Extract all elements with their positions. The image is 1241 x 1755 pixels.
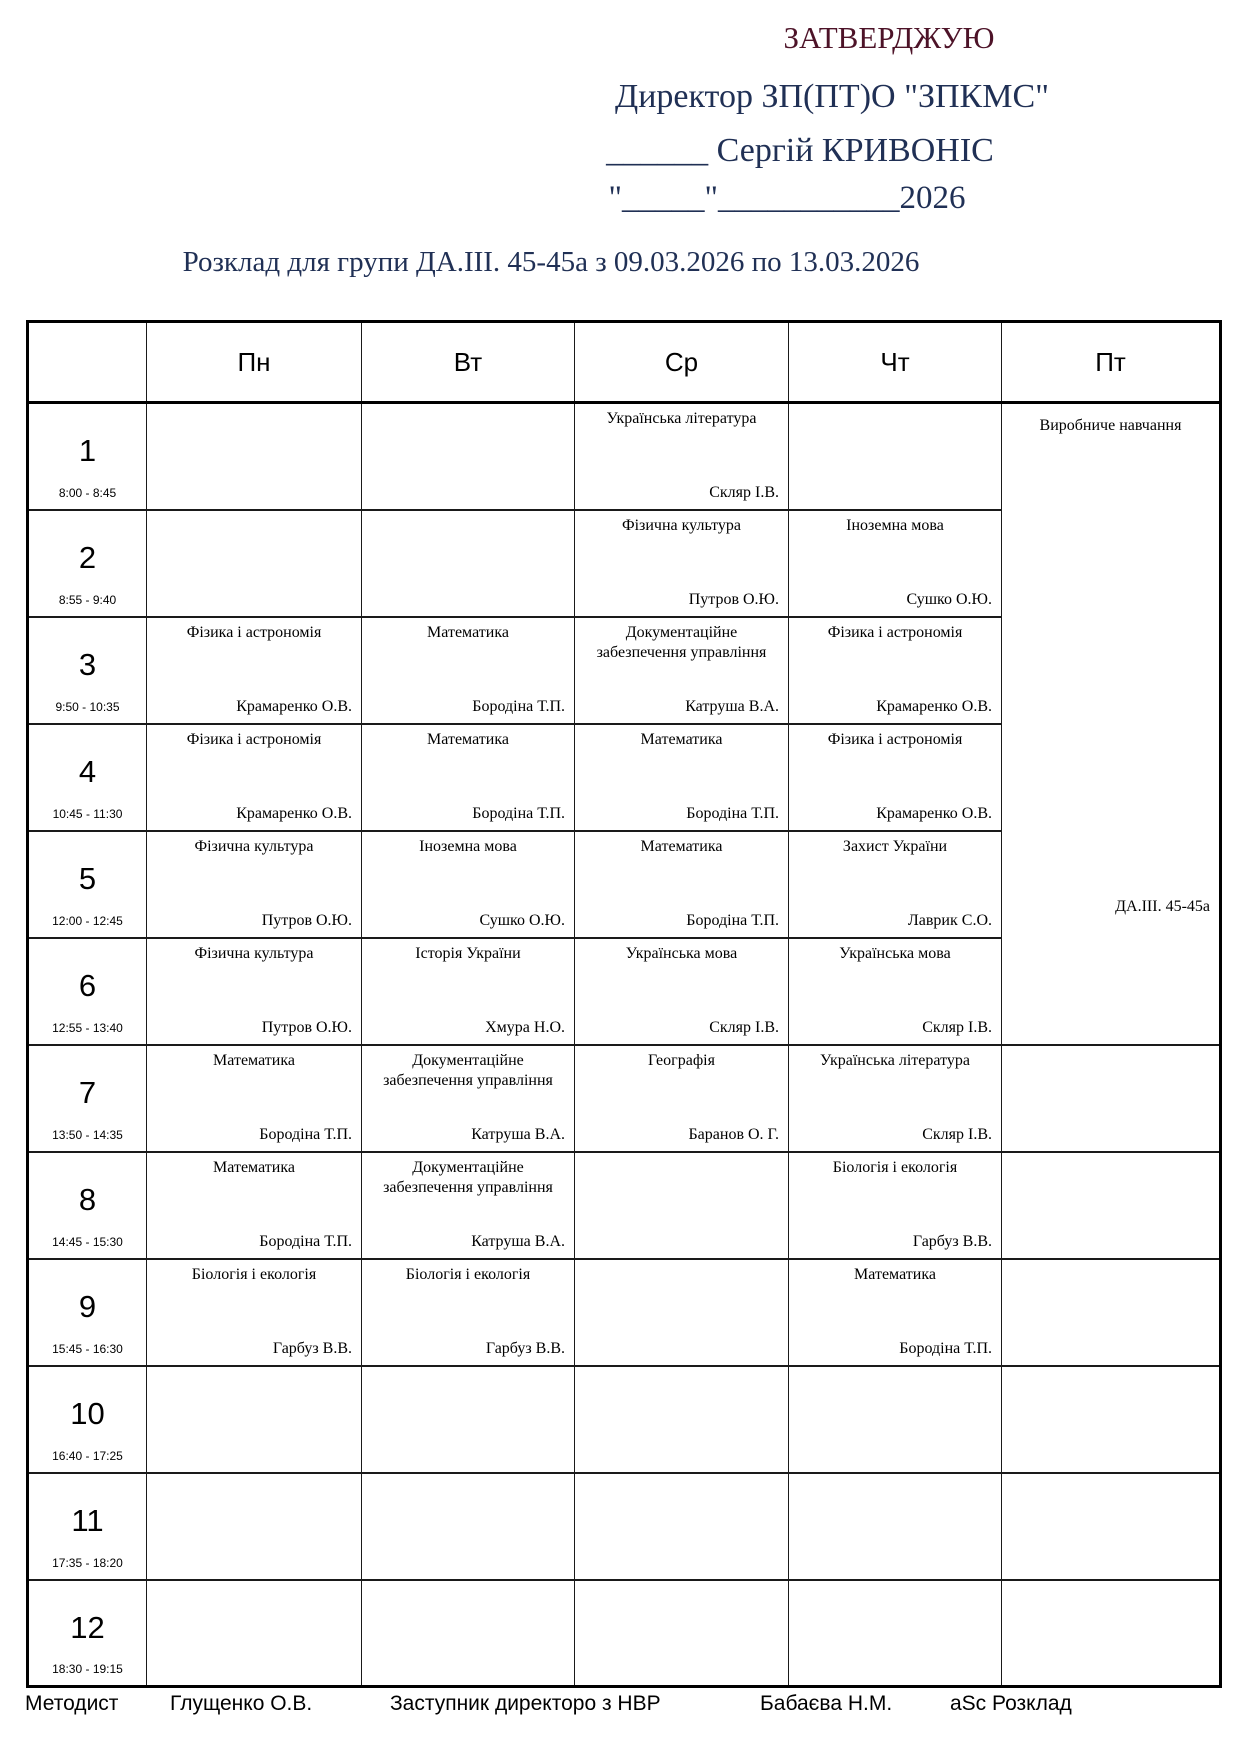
schedule-cell <box>789 1473 1002 1580</box>
subject-label: Фізична культура <box>194 944 314 962</box>
schedule-cell <box>575 1152 789 1259</box>
schedule-table <box>26 320 1222 1688</box>
schedule-cell <box>789 1152 1002 1259</box>
subject-label: Фізика і астрономія <box>186 730 322 748</box>
schedule-row <box>28 1366 1221 1473</box>
schedule-cell <box>147 724 362 831</box>
teacher-label: Скляр І.В. <box>922 1125 992 1143</box>
subject-label: Українська література <box>820 1051 970 1069</box>
schedule-cell <box>362 1045 575 1152</box>
schedule-cell <box>147 1473 362 1580</box>
schedule-cell <box>147 1366 362 1473</box>
teacher-label: Путров О.Ю. <box>261 1018 352 1036</box>
footer-role-methodist: Методист <box>25 1692 119 1715</box>
schedule-cell <box>147 1045 362 1152</box>
schedule-cell <box>575 403 789 510</box>
subject-label: Іноземна мова <box>419 837 517 855</box>
schedule-cell <box>789 1580 1002 1687</box>
schedule-cell <box>147 938 362 1045</box>
lesson-time-cell <box>28 1473 147 1580</box>
lesson-time: 18:30 - 19:15 <box>52 1662 123 1676</box>
director-line: Директор ЗП(ПТ)О "ЗПКМС" <box>615 78 1049 115</box>
lesson-number: 4 <box>78 754 97 789</box>
subject-label: Математика <box>213 1158 295 1176</box>
schedule-cell <box>147 510 362 617</box>
schedule-cell <box>575 1366 789 1473</box>
subject-label: Біологія і екологія <box>405 1265 531 1283</box>
friday-group-label: ДА.ІІІ. 45-45а <box>1115 897 1210 915</box>
lesson-time: 15:45 - 16:30 <box>52 1341 123 1356</box>
schedule-cell <box>1002 1473 1221 1580</box>
lesson-time: 8:55 - 9:40 <box>58 592 117 607</box>
teacher-label: Гарбуз В.В. <box>912 1232 992 1250</box>
subject-label: Математика <box>640 730 723 748</box>
subject-label: Фізика і астрономія <box>186 623 322 641</box>
schedule-cell <box>789 724 1002 831</box>
lesson-time-cell <box>28 1259 147 1366</box>
day-header-row <box>28 322 1221 403</box>
schedule-cell <box>1002 1045 1221 1152</box>
subject-label: Біологія і екологія <box>832 1158 958 1176</box>
lesson-time: 12:55 - 13:40 <box>52 1020 123 1035</box>
subject-label: Історія України <box>415 944 521 962</box>
schedule-cell <box>362 617 575 724</box>
subject-label: Документаційне забезпечення управління <box>383 1051 553 1089</box>
lesson-time: 9:50 - 10:35 <box>55 699 120 714</box>
subject-label: Документаційне забезпечення управління <box>596 623 767 661</box>
lesson-number: 9 <box>78 1289 97 1324</box>
footer-asc-brand: aSc Розклад <box>950 1692 1072 1715</box>
schedule-cell <box>147 1259 362 1366</box>
subject-label: Українська мова <box>839 944 951 962</box>
schedule-cell <box>789 617 1002 724</box>
schedule-cell <box>789 403 1002 510</box>
footer-role-deputy: Заступник директоро з НВР <box>390 1692 661 1715</box>
lesson-number: 11 <box>71 1503 104 1538</box>
teacher-label: Скляр І.В. <box>922 1018 992 1036</box>
schedule-cell <box>362 938 575 1045</box>
teacher-label: Бородіна Т.П. <box>899 1339 992 1357</box>
lesson-time-cell <box>28 1045 147 1152</box>
teacher-label: Путров О.Ю. <box>261 911 352 929</box>
lesson-time-cell <box>28 1580 147 1687</box>
schedule-cell <box>362 831 575 938</box>
teacher-label: Скляр І.В. <box>709 483 779 501</box>
schedule-cell <box>575 1045 789 1152</box>
footer-name-methodist: Глущенко О.В. <box>170 1692 313 1715</box>
lesson-number: 1 <box>78 433 97 469</box>
lesson-time: 14:45 - 15:30 <box>52 1234 123 1249</box>
schedule-cell <box>575 617 789 724</box>
teacher-label: Бородіна Т.П. <box>472 804 565 822</box>
schedule-cell <box>362 1152 575 1259</box>
schedule-row <box>28 1259 1221 1366</box>
teacher-label: Бородіна Т.П. <box>259 1232 352 1250</box>
schedule-cell <box>362 724 575 831</box>
teacher-label: Лаврик С.О. <box>907 911 992 929</box>
lesson-number: 7 <box>78 1075 97 1110</box>
schedule-cell <box>362 1366 575 1473</box>
schedule-cell <box>575 831 789 938</box>
lesson-time-cell <box>28 1366 147 1473</box>
lesson-time: 12:00 - 12:45 <box>52 913 123 928</box>
lesson-number: 5 <box>78 861 97 896</box>
teacher-label: Бородіна Т.П. <box>686 911 779 929</box>
subject-label: Математика <box>854 1265 936 1283</box>
lesson-number: 10 <box>70 1396 105 1431</box>
subject-label: Фізична культура <box>621 516 742 534</box>
teacher-label: Хмура Н.О. <box>485 1018 565 1036</box>
subject-label: Біологія і екологія <box>191 1265 317 1283</box>
subject-label: Математика <box>427 623 509 641</box>
lesson-time: 13:50 - 14:35 <box>52 1127 123 1142</box>
teacher-label: Бородіна Т.П. <box>259 1125 352 1143</box>
schedule-cell <box>1002 1152 1221 1259</box>
lesson-time: 8:00 - 8:45 <box>58 485 117 500</box>
lesson-time-cell <box>28 1152 147 1259</box>
lesson-time-cell <box>28 510 147 617</box>
lesson-number: 2 <box>78 540 97 575</box>
schedule-cell <box>789 1045 1002 1152</box>
schedule-cell <box>789 510 1002 617</box>
schedule-cell <box>789 831 1002 938</box>
teacher-label: Крамаренко О.В. <box>236 804 352 822</box>
subject-label: Географія <box>648 1051 715 1069</box>
teacher-label: Сушко О.Ю. <box>906 590 992 608</box>
subject-label: Документаційне забезпечення управління <box>383 1158 553 1196</box>
schedule-cell <box>789 1259 1002 1366</box>
subject-label: Іноземна мова <box>846 516 944 534</box>
signature-line: ______ Сергій КРИВОНІС <box>606 132 994 169</box>
schedule-row <box>28 1045 1221 1152</box>
teacher-label: Катруша В.А. <box>685 697 779 715</box>
day-header-mon: Пн <box>147 322 362 403</box>
subject-label: Фізика і астрономія <box>827 730 963 748</box>
schedule-cell <box>147 831 362 938</box>
subject-label: Захист України <box>842 837 948 855</box>
schedule-cell <box>362 403 575 510</box>
schedule-cell <box>362 1473 575 1580</box>
teacher-label: Крамаренко О.В. <box>876 804 992 822</box>
schedule-cell <box>1002 1259 1221 1366</box>
teacher-label: Бородіна Т.П. <box>472 697 565 715</box>
schedule-cell <box>147 403 362 510</box>
day-header-thu: Чт <box>789 322 1002 403</box>
lesson-time-cell <box>28 403 147 510</box>
teacher-label: Гарбуз В.В. <box>485 1339 565 1357</box>
lesson-number: 12 <box>70 1609 105 1645</box>
teacher-label: Путров О.Ю. <box>688 590 779 608</box>
lesson-number: 3 <box>78 647 97 682</box>
subject-label: Математика <box>213 1051 295 1069</box>
schedule-cell <box>147 1580 362 1687</box>
schedule-cell <box>575 1473 789 1580</box>
schedule-cell <box>147 1152 362 1259</box>
schedule-cell <box>362 1580 575 1687</box>
teacher-label: Бородіна Т.П. <box>686 804 779 822</box>
page-title: Розклад для групи ДА.ІІІ. 45-45а з 09.03.2026 по 13.03.2026 <box>182 246 920 278</box>
day-header-fri: Пт <box>1002 322 1221 403</box>
schedule-body <box>28 403 1221 1687</box>
corner-cell <box>28 322 147 403</box>
schedule-row <box>28 403 1221 510</box>
teacher-label: Гарбуз В.В. <box>272 1339 352 1357</box>
subject-label: Українська література <box>606 410 757 427</box>
subject-label: Фізика і астрономія <box>827 623 963 641</box>
schedule-cell <box>362 510 575 617</box>
schedule-cell <box>575 1259 789 1366</box>
lesson-time-cell <box>28 938 147 1045</box>
lesson-number: 8 <box>78 1182 97 1217</box>
schedule-cell <box>1002 1366 1221 1473</box>
teacher-label: Крамаренко О.В. <box>236 697 352 715</box>
footer-name-deputy: Бабаєва Н.М. <box>760 1692 893 1715</box>
schedule-cell <box>575 1580 789 1687</box>
approval-stamp: ЗАТВЕРДЖУЮ <box>783 20 995 55</box>
teacher-label: Катруша В.А. <box>471 1125 565 1143</box>
lesson-time: 10:45 - 11:30 <box>52 806 123 821</box>
teacher-label: Сушко О.Ю. <box>479 911 565 929</box>
schedule-cell <box>789 1366 1002 1473</box>
teacher-label: Крамаренко О.В. <box>876 697 992 715</box>
day-header-wed: Ср <box>575 322 789 403</box>
day-header-tue: Вт <box>362 322 575 403</box>
schedule-cell <box>789 938 1002 1045</box>
schedule-cell <box>575 724 789 831</box>
subject-label: Українська мова <box>625 944 738 962</box>
friday-subject: Виробниче навчання <box>1039 417 1182 434</box>
schedule-cell <box>362 1259 575 1366</box>
subject-label: Фізична культура <box>194 837 314 855</box>
teacher-label: Катруша В.А. <box>471 1232 565 1250</box>
lesson-time: 17:35 - 18:20 <box>52 1555 123 1570</box>
lesson-time: 16:40 - 17:25 <box>52 1448 123 1463</box>
teacher-label: Баранов О. Г. <box>688 1125 779 1143</box>
lesson-time-cell <box>28 724 147 831</box>
subject-label: Математика <box>427 730 509 748</box>
schedule-cell <box>1002 1580 1221 1687</box>
teacher-label: Скляр І.В. <box>709 1018 779 1036</box>
schedule-row <box>28 1152 1221 1259</box>
lesson-time-cell <box>28 617 147 724</box>
friday-merged-cell <box>1002 403 1221 1045</box>
schedule-cell <box>147 617 362 724</box>
date-line: "_____"___________2026 <box>608 180 966 216</box>
subject-label: Математика <box>640 837 723 855</box>
schedule-row <box>28 1473 1221 1580</box>
schedule-cell <box>575 510 789 617</box>
lesson-time-cell <box>28 831 147 938</box>
lesson-number: 6 <box>78 968 97 1003</box>
schedule-cell <box>575 938 789 1045</box>
schedule-row <box>28 1580 1221 1687</box>
